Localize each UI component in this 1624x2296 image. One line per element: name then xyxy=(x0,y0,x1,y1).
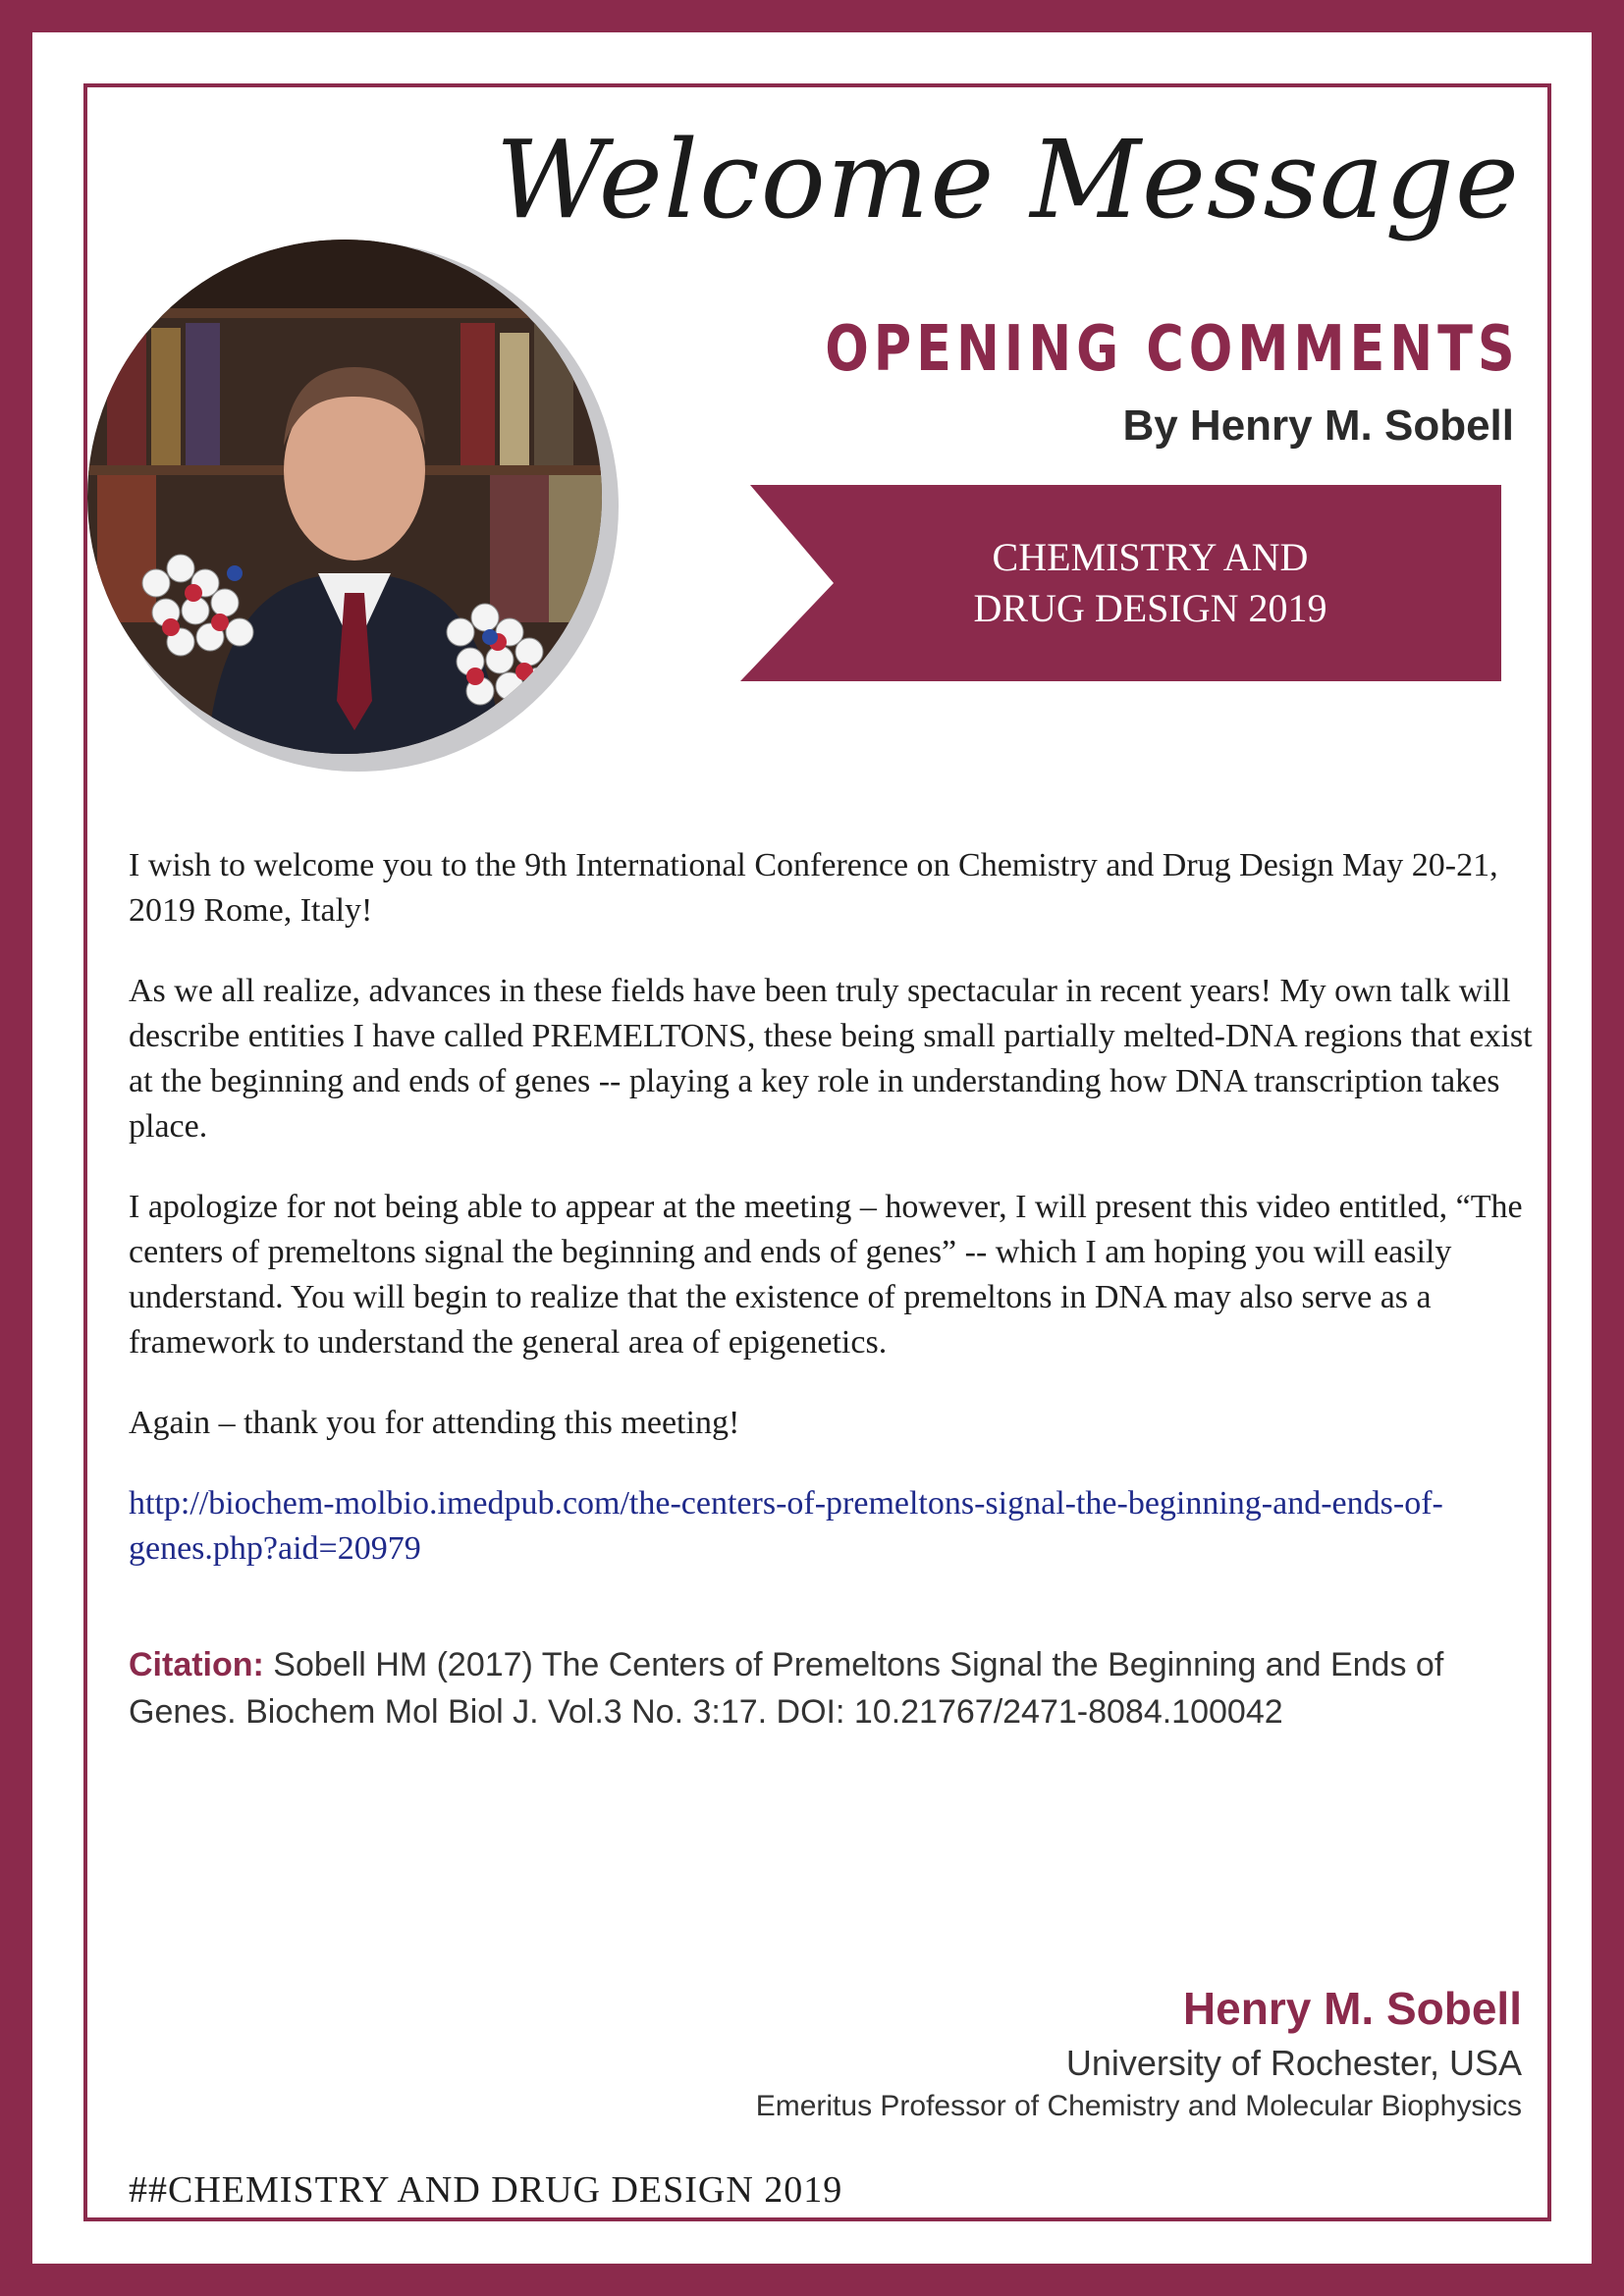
ribbon-line-1: CHEMISTRY AND xyxy=(992,535,1309,579)
paragraph-video: I apologize for not being able to appear at the meeting – however, I will present this video entitled, “The centers of premeltons signal the beginning and ends of genes” -- which I am hoping you will easily understand. You will begin to realize that the existence of premeltons in DNA may also serve as a framework to understand the general area of epigenetics. xyxy=(129,1189,1523,1361)
citation xyxy=(129,1641,1543,1735)
paragraph-welcome: I wish to welcome you to the 9th International Conference on Chemistry and Drug Design May 20-21, 2019 Rome, Italy! xyxy=(129,847,1498,929)
signature-organization: University of Rochester, USA xyxy=(1065,2043,1522,2083)
citation-label: Citation: xyxy=(129,1646,264,1683)
signature-role: Emeritus Professor of Chemistry and Molecular Biophysics xyxy=(755,2090,1522,2122)
ribbon-line-2: DRUG DESIGN 2019 xyxy=(973,586,1327,630)
portrait-image xyxy=(87,240,623,774)
inner-frame xyxy=(83,83,1551,2221)
author-portrait xyxy=(87,240,623,774)
welcome-body xyxy=(129,843,1533,1607)
opening-comments-heading: OPENING COMMENTS xyxy=(825,313,1520,386)
video-link[interactable]: http://biochem-molbio.imedpub.com/the-centers-of-premeltons-signal-the-beginning-and-ends-of-genes.php?aid=20979 xyxy=(129,1485,1443,1567)
conference-ribbon xyxy=(740,485,1501,681)
welcome-title: Welcome Message xyxy=(495,117,1520,242)
citation-text: Sobell HM (2017) The Centers of Premeltons Signal the Beginning and Ends of Genes. Biochem Mol Biol J. Vol.3 No. 3:17. DOI: 10.21767/2471-8084.100042 xyxy=(129,1646,1444,1731)
ribbon-text xyxy=(740,485,1501,681)
outer-frame xyxy=(32,32,1592,2264)
paragraph-premeltons: As we all realize, advances in these fields have been truly spectacular in recent years! My own talk will describe entities I have called PREMELTONS, these being small partially melted-DNA regions that exist at the beginning and ends of genes -- playing a key role in understanding how DNA transcription takes place. xyxy=(129,973,1533,1145)
author-byline: By Henry M. Sobell xyxy=(1122,401,1514,450)
paragraph-thanks: Again – thank you for attending this meeting! xyxy=(129,1405,740,1441)
signature-name: Henry M. Sobell xyxy=(1182,1983,1522,2034)
conference-hashtag: ##CHEMISTRY AND DRUG DESIGN 2019 xyxy=(129,2169,843,2211)
